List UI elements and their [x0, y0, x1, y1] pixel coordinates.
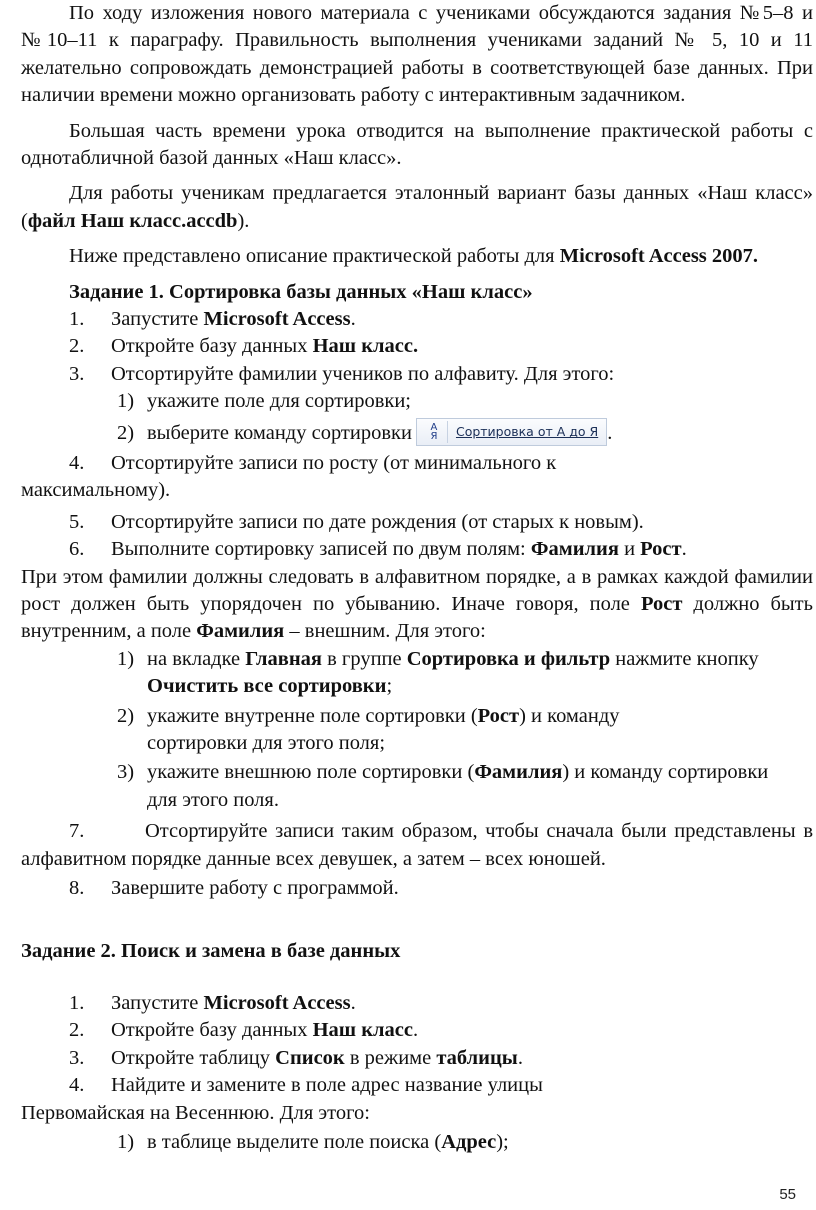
sort-az-icon: А Я: [421, 421, 448, 443]
task1-step-6-sub-3: 3) укажите внешнюю поле сортировки (Фамилия) и команду сортировки для этого поля.: [117, 761, 769, 811]
task1-step-3-sub-1: 1) укажите поле для сортировки;: [117, 390, 411, 413]
task1-step-6-sub-1: 1) на вкладке Главная в группе Сортировка и фильтр нажмите кнопку Очистить все сортировки;: [117, 647, 759, 698]
task2-heading: Задание 2. Поиск и замена в базе данных: [21, 940, 401, 963]
task2-step-4: 4. Найдите и замените в поле адрес название улицы: [69, 1074, 543, 1097]
document-page: [21, 0, 813, 1156]
paragraph-intro: По ходу изложения нового материала с учениками обсуждаются задания №5–8 и №10–11 к параграфу. Правильность выполнения учениками заданий № 5, 10 и 11 желательно сопровождать демонстрацией работы в соответствующей базе данных. При наличии времени можно организовать работу с интерактивным задачником.: [21, 2, 813, 107]
task1-step-6-continued: При этом фамилии должны следовать в алфавитном порядке, а в рамках каждой фамилии рост должен быть упорядочен по убыванию. Иначе говоря, поле Рост должно быть внутренним, а поле Фамилия – внешним. Для этого:: [21, 565, 813, 643]
task1-heading: Задание 1. Сортировка базы данных «Наш класс»: [69, 280, 533, 303]
task2-step-2: 2. Откройте базу данных Наш класс.: [69, 1019, 419, 1042]
task1-step-3: 3. Отсортируйте фамилии учеников по алфавиту. Для этого:: [69, 362, 615, 385]
task1-step-4-continued: максимальному).: [21, 479, 171, 502]
task1-step-3-sub-2: 2) выберите команду сортировки А Я Сортировка от А до Я .: [117, 420, 813, 448]
task1-step-1: 1. Запустите Microsoft Access.: [69, 308, 356, 331]
file-name: файл Наш класс.accdb: [27, 209, 238, 232]
paragraph-database-file: Для работы ученикам предлагается эталонный вариант базы данных «Наш класс» (файл Наш класс.accdb).: [21, 182, 813, 232]
task2-step-4-sub-1: 1) в таблице выделите поле поиска (Адрес);: [117, 1130, 509, 1153]
task1-step-2: 2. Откройте базу данных Наш класс.: [69, 335, 419, 358]
sort-a-to-z-label: Сортировка от А до Я: [455, 424, 599, 440]
task1-step-6: 6. Выполните сортировку записей по двум полям: Фамилия и Рост.: [69, 538, 687, 561]
task1-step-7: 7. Отсортируйте записи таким образом, чтобы сначала были представлены в алфавитном порядке данные всех девушек, а затем – всех юношей.: [21, 820, 813, 870]
task2-step-1: 1. Запустите Microsoft Access.: [69, 991, 356, 1014]
task2-step-3: 3. Откройте таблицу Список в режиме таблицы.: [69, 1046, 523, 1069]
task1-step-8: 8. Завершите работу с программой.: [69, 877, 399, 900]
paragraph-lesson-time: Большая часть времени урока отводится на выполнение практической работы с однотабличной базой данных «Наш класс».: [21, 119, 813, 170]
page-number: 55: [779, 1186, 796, 1203]
sort-a-to-z-button[interactable]: [416, 418, 607, 446]
task2-step-4-continued: Первомайская на Весеннюю. Для этого:: [21, 1101, 370, 1124]
task1-step-4: 4. Отсортируйте записи по росту (от минимального к: [69, 451, 557, 474]
task1-step-6-sub-2: 2) укажите внутренне поле сортировки (Рост) и команду сортировки для этого поля;: [117, 704, 620, 755]
task1-step-5: 5. Отсортируйте записи по дате рождения (от старых к новым).: [69, 510, 644, 533]
paragraph-practice-description: Ниже представлено описание практической работы для Microsoft Access 2007.: [69, 245, 759, 268]
